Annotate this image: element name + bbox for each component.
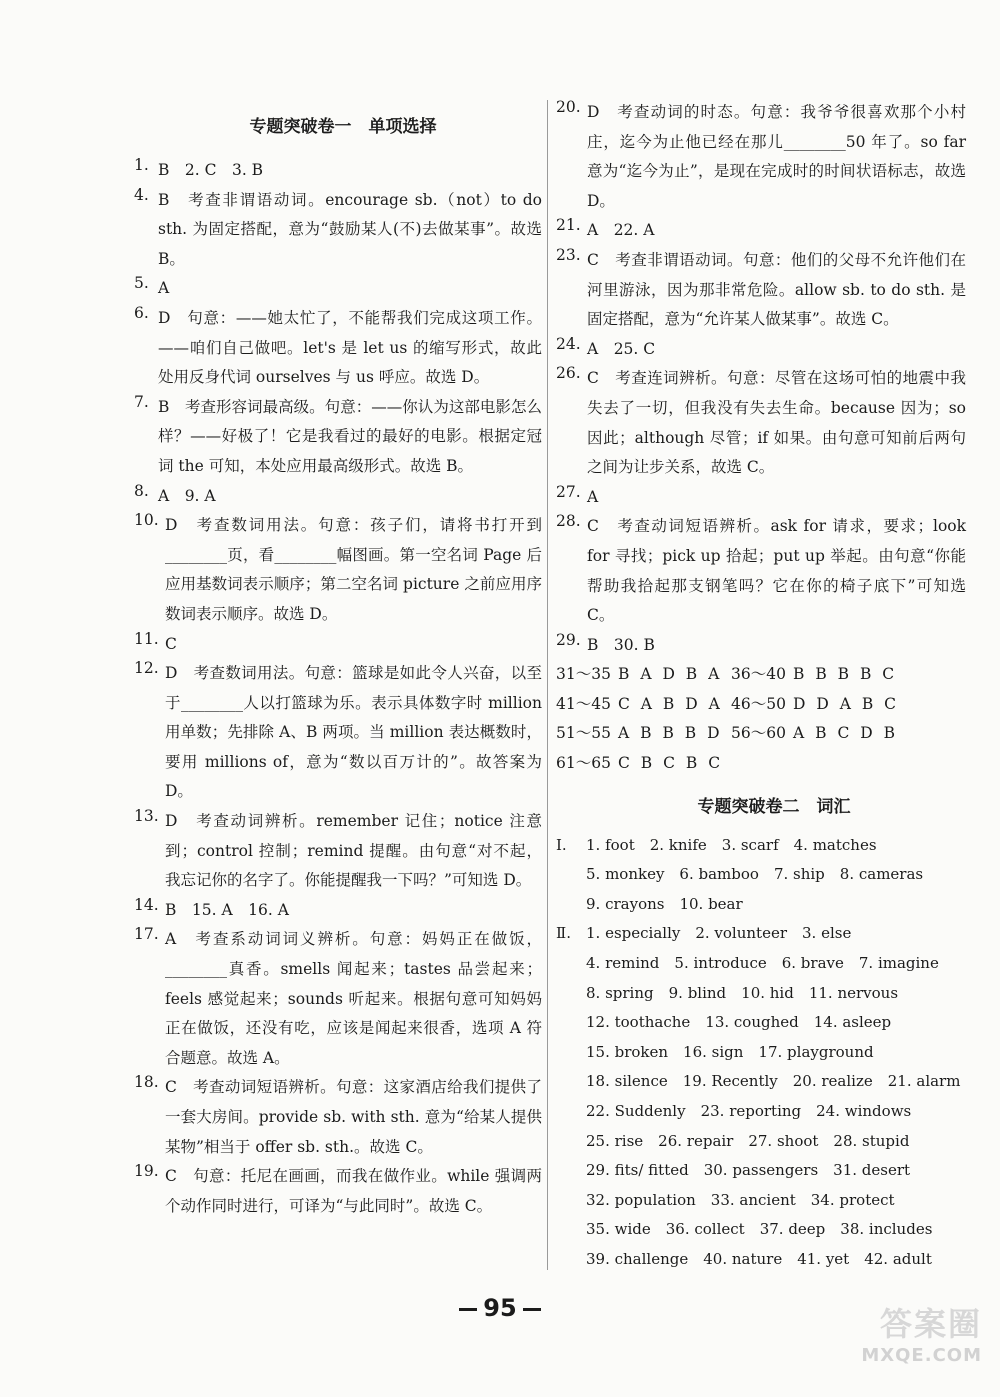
- section-title-2: 专题突破卷二 词汇: [697, 796, 851, 817]
- left-column: [134, 98, 542, 1221]
- vocab-row: [556, 1127, 966, 1157]
- range-label: 41～45: [556, 694, 611, 713]
- item-number: 13.: [134, 807, 159, 826]
- range-label: 51～55: [556, 724, 611, 743]
- watermark-logo: 答案圈: [879, 1305, 982, 1343]
- range-answers: A B C D B: [793, 724, 898, 743]
- part-numeral: [556, 890, 586, 920]
- range-answers: C B C B C: [618, 754, 724, 773]
- item-text: A 22. A: [587, 221, 655, 240]
- vocab-row: [556, 831, 966, 861]
- part-numeral: [556, 1186, 586, 1216]
- range-answers: B A D B A: [618, 665, 723, 684]
- item-number: 11.: [134, 629, 159, 648]
- item-text: B 考查非谓语动词。encourage sb.（not）to do sth. 为固定搭配，意为“鼓励某人(不)去做某事”。故选 B。: [158, 190, 542, 268]
- item-number: 28.: [556, 512, 581, 531]
- answer-item: [134, 304, 542, 393]
- item-text: A: [158, 279, 170, 298]
- item-number: 4.: [134, 185, 149, 204]
- answer-item: [134, 1162, 542, 1221]
- answer-item: [134, 1073, 542, 1162]
- item-number: 18.: [134, 1073, 159, 1092]
- range-label: 36～40: [731, 665, 786, 684]
- vocab-row: [556, 1038, 966, 1068]
- part-numeral: [556, 1038, 586, 1068]
- answer-item: [134, 274, 542, 304]
- part-numeral: [556, 1067, 586, 1097]
- answer-range-table: [556, 660, 966, 778]
- item-number: 29.: [556, 630, 581, 649]
- item-number: 1.: [134, 156, 149, 174]
- part-numeral: [556, 979, 586, 1009]
- range-answers: D D A B C: [793, 694, 900, 713]
- item-number: 14.: [134, 895, 159, 914]
- vocab-row: [556, 1097, 966, 1127]
- range-label: 61～65: [556, 754, 611, 773]
- range-label: 56～60: [731, 724, 786, 743]
- vocab-row: [556, 1186, 966, 1216]
- range-answers: B B B B C: [793, 665, 898, 684]
- range-row: [556, 690, 966, 720]
- range-answers: A B B B D: [618, 724, 723, 743]
- page-number: 95: [0, 1294, 1000, 1322]
- answer-item: [134, 156, 542, 186]
- answer-item: [134, 807, 542, 896]
- vocab-words: 12. toothache 13. coughed 14. asleep: [586, 1013, 892, 1032]
- item-number: 12.: [134, 659, 159, 678]
- answer-item: [556, 483, 966, 513]
- answer-item: [134, 925, 542, 1073]
- item-text: D 句意：——她太忙了，不能帮我们完成这项工作。——咱们自己做吧。let's 是 let us 的缩写形式，故此处用反身代词 ourselves 与 us 呼应。故选 D。: [158, 308, 542, 387]
- item-text: A: [587, 487, 599, 506]
- vocab-words: 1. especially 2. volunteer 3. else: [586, 924, 852, 943]
- item-text: B 15. A 16. A: [165, 900, 289, 919]
- item-text: A 9. A: [158, 486, 216, 505]
- section-title-1: 专题突破卷一 单项选择: [249, 117, 437, 137]
- range-row: [556, 719, 966, 749]
- item-number: 23.: [556, 245, 581, 264]
- vocab-words: 8. spring 9. blind 10. hid 11. nervous: [586, 983, 899, 1002]
- vocab-row: [556, 949, 966, 979]
- part-numeral: [556, 1097, 586, 1127]
- item-text: A 25. C: [587, 339, 656, 358]
- site-watermark: [832, 1303, 982, 1383]
- watermark-url: MXQE.COM: [861, 1345, 982, 1366]
- item-number: 7.: [134, 392, 149, 411]
- vocab-words: 1. foot 2. knife 3. scarf 4. matches: [586, 835, 877, 854]
- item-number: 21.: [556, 216, 581, 235]
- vocab-answer-list: [556, 831, 966, 1275]
- vocab-words: 5. monkey 6. bamboo 7. ship 8. cameras: [586, 865, 924, 884]
- answer-item: [134, 482, 542, 512]
- item-number: 24.: [556, 334, 581, 353]
- item-number: 10.: [134, 511, 159, 530]
- right-column: [556, 98, 966, 1275]
- range-row: [556, 749, 966, 779]
- vocab-row: [556, 860, 966, 890]
- column-divider: [547, 100, 548, 1270]
- part-numeral: Ⅱ.: [556, 924, 571, 943]
- range-answers: C A B D A: [618, 694, 723, 713]
- item-text: D 考查数词用法。句意：篮球是如此令人兴奋，以至于________人以打篮球为乐。表示具体数字时 million 用单数；先排除 A、B 两项。当 million 表达概数时，要用 millions of，意为“数以百万计的”。故答案为 D。: [165, 664, 542, 801]
- answer-item: [556, 335, 966, 365]
- item-text: D 考查动词辨析。remember 记住；notice 注意到；control 控制；remind 提醒。由句意“对不起，我忘记你的名字了。你能提醒我一下吗？”可知选 D。: [165, 812, 542, 890]
- answer-item: [134, 659, 542, 807]
- item-text: A 考查系动词词义辨析。句意：妈妈正在做饭，________真香。smells 闻起来；tastes 品尝起来；feels 感觉起来；sounds 听起来。根据句意可知妈妈正在做饭，还没有吃，应该是闻起来很香，选项 A 符合题意。故选 A。: [165, 930, 542, 1067]
- range-label: 31～35: [556, 665, 611, 684]
- item-number: 27.: [556, 482, 581, 501]
- answer-item: [134, 511, 542, 629]
- part-numeral: [556, 1215, 586, 1245]
- item-number: 19.: [134, 1162, 159, 1181]
- item-text: C 考查连词辨析。句意：尽管在这场可怕的地震中我失去了一切，但我没有失去生命。because 因为；so 因此；although 尽管；if 如果。由句意可知前后两句之间为让步关系，故选 C。: [587, 369, 966, 477]
- vocab-words: 29. fits/ fitted 30. passengers 31. desert: [586, 1161, 911, 1180]
- vocab-row: [556, 1067, 966, 1097]
- vocab-row: [556, 1245, 966, 1275]
- left-answer-list: [134, 156, 542, 1221]
- item-number: 6.: [134, 303, 149, 322]
- vocab-words: 25. rise 26. repair 27. shoot 28. stupid: [586, 1131, 910, 1150]
- answer-item: [134, 186, 542, 275]
- vocab-row: [556, 1156, 966, 1186]
- dash-right: [523, 1308, 541, 1311]
- right-answer-list: [556, 98, 966, 660]
- item-text: B 2. C 3. B: [158, 161, 264, 179]
- vocab-words: 4. remind 5. introduce 6. brave 7. imagine: [586, 954, 939, 973]
- answer-item: [556, 512, 966, 630]
- vocab-words: 35. wide 36. collect 37. deep 38. includes: [586, 1220, 933, 1239]
- part-numeral: [556, 1156, 586, 1186]
- vocab-row: [556, 1215, 966, 1245]
- dash-left: [459, 1308, 477, 1311]
- item-text: B 30. B: [587, 635, 655, 654]
- item-text: C 考查动词短语辨析。句意：这家酒店给我们提供了一套大房间。provide sb. with sth. 意为“给某人提供某物”相当于 offer sb. sth.。故选 C。: [165, 1078, 542, 1156]
- answer-item: [556, 216, 966, 246]
- item-number: 26.: [556, 364, 581, 383]
- part-numeral: [556, 1127, 586, 1157]
- vocab-row: [556, 1008, 966, 1038]
- vocab-words: 9. crayons 10. bear: [586, 894, 743, 913]
- part-numeral: [556, 949, 586, 979]
- item-text: C 考查动词短语辨析。ask for 请求，要求；look for 寻找；pick up 拾起；put up 举起。由句意“你能帮助我拾起那支钢笔吗？它在你的椅子底下”可知选 C。: [587, 517, 966, 625]
- answer-item: [556, 631, 966, 661]
- item-number: 20.: [556, 98, 581, 116]
- item-text: D 考查数词用法。句意：孩子们，请将书打开到________页，看________幅图画。第一空名词 Page 后应用基数词表示顺序；第二空名词 picture 之前应用序数词表示顺序。故选 D。: [165, 516, 542, 623]
- item-text: D 考查动词的时态。句意：我爷爷很喜欢那个小村庄，迄今为止他已经在那儿________50 年了。so far 意为“迄今为止”，是现在完成时的时间状语标志，故选 D。: [587, 103, 966, 210]
- item-text: C 考查非谓语动词。句意：他们的父母不允许他们在河里游泳，因为那非常危险。allow sb. to do sth. 是固定搭配，意为“允许某人做某事”。故选 C。: [587, 250, 966, 329]
- vocab-words: 32. population 33. ancient 34. protect: [586, 1190, 895, 1209]
- vocab-words: 22. Suddenly 23. reporting 24. windows: [586, 1102, 912, 1120]
- vocab-row: [556, 919, 966, 949]
- answer-item: [556, 98, 966, 216]
- item-number: 5.: [134, 274, 149, 293]
- item-text: B 考查形容词最高级。句意：——你认为这部电影怎么样？——好极了！它是我看过的最好的电影。根据定冠词 the 可知，本处应用最高级形式。故选 B。: [158, 397, 542, 475]
- range-answers: [793, 749, 906, 779]
- vocab-words: 18. silence 19. Recently 20. realize 21. alarm: [586, 1072, 961, 1091]
- answer-item: [134, 896, 542, 926]
- answer-item: [134, 393, 542, 482]
- item-number: 8.: [134, 481, 149, 500]
- vocab-row: [556, 979, 966, 1009]
- item-text: C: [165, 634, 177, 653]
- part-numeral: [556, 860, 586, 890]
- item-text: C 句意：托尼在画画，而我在做作业。while 强调两个动作同时进行，可译为“与此同时”。故选 C。: [165, 1167, 542, 1215]
- vocab-words: 15. broken 16. sign 17. playground: [586, 1042, 874, 1061]
- vocab-words: 39. challenge 40. nature 41. yet 42. adult: [586, 1249, 932, 1268]
- answer-item: [556, 364, 966, 482]
- part-numeral: Ⅰ.: [556, 835, 567, 854]
- part-numeral: [556, 1008, 586, 1038]
- answer-item: [556, 246, 966, 335]
- item-number: 17.: [134, 925, 159, 944]
- range-label: [731, 749, 793, 779]
- part-numeral: [556, 1245, 586, 1275]
- answer-item: [134, 630, 542, 660]
- range-label: 46～50: [731, 694, 786, 713]
- vocab-row: [556, 890, 966, 920]
- range-row: [556, 660, 966, 690]
